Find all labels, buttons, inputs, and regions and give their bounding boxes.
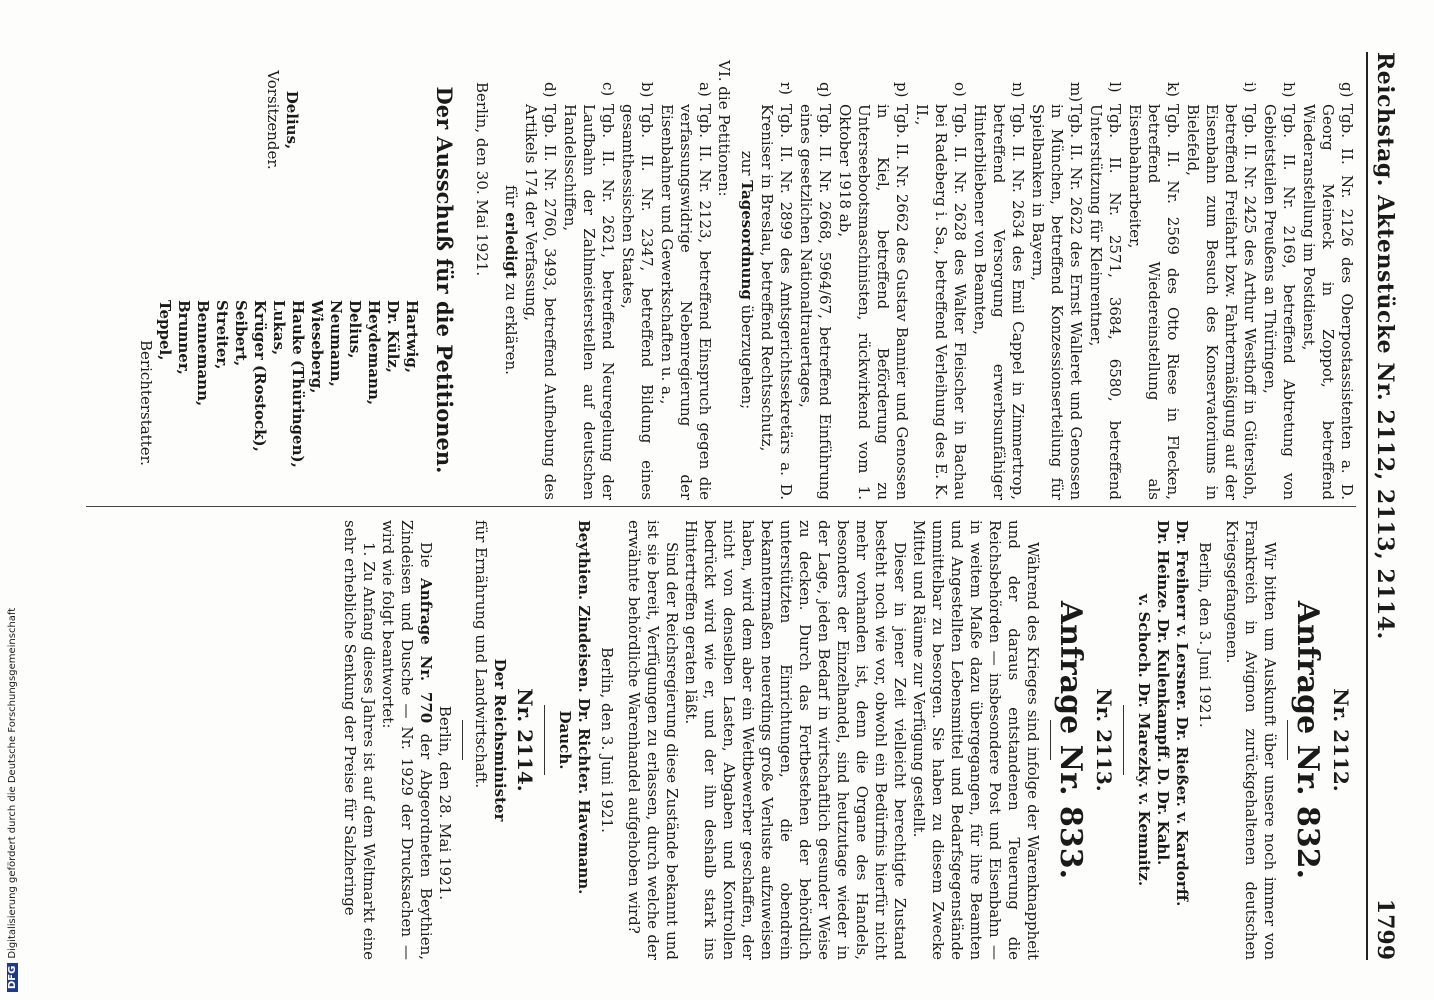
dfg-logo: DFG [7, 963, 18, 992]
list-item: l) Tgb. II. Nr. 2571, 3684, 6580, betreffend Unterstützung für Kleinrentner, [1087, 82, 1124, 500]
list-item: n) Tgb. II. Nr. 2634 des Emil Cappel in Zimmertrop, betreffend Versorgung erwerbsunfähiger Hinterbliebener von Beamten, [971, 82, 1027, 500]
date-line: Berlin, den 3. Juni 1921. [598, 647, 616, 833]
member-name: Bennemann, [194, 300, 212, 407]
list-item: d) Tgb. II. Nr. 2760, 3493, betreffend Aufhebung des Artikels 174 der Verfassung, [522, 82, 559, 500]
answer-intro: Die Anfrage Nr. 770 der Abgeordneten Beythien, Zindeisen und Dusche — Nr. 1929 der Drucksachen — wird wie folgt beantwortet: [379, 520, 435, 960]
list-item: p) Tgb. II. Nr. 2662 des Gustav Bannier und Genossen in Kiel, betreffend Beförderung zu Unterseebootsmaschinisten, rückwirkend vom 1. Oktober 1918 ab, [836, 82, 911, 500]
doc-number: Nr. 2113. [1092, 688, 1116, 792]
member-name: Teppel, [156, 300, 174, 361]
divider-rule [462, 720, 463, 760]
paragraph: Während des Krieges sind infolge der Warenknappheit und der daraus entstandenen Teuerung die Reichsbehörden — insbesondere Post und Eisenbahn — in weitem Maße dazu übergegangen, für ihre Beamten und Angestellten Lebensmittel und Bedarfsgegenstände unmittelbar zu besorgen. Sie haben zu diesem Zwecke Mittel und Räume zur Verfügung gestellt. [910, 520, 1042, 960]
divider-rule [544, 705, 545, 775]
list-item: c) Tgb. II. Nr. 2621, betreffend Neuregelung der Laufbahn der Zahlmeisterstellen auf deutschen Handelsschiffen, [561, 82, 617, 500]
inquiry-text: Wir bitten um Auskunft über unsere noch immer von Frankreich in Avignon zurückgehaltenen deutschen Kriegsgefangenen. [1223, 520, 1279, 960]
divider-rule [1050, 720, 1051, 760]
doc-number: Nr. 2114. [513, 688, 537, 792]
signature-line: Beythien. Zindeisen. Dr. Richter. Havemann. [575, 520, 593, 895]
signature-line: Dr. Heinze. Dr. Kulenkampff. D. Dr. Kahl. [1154, 520, 1172, 866]
list-item: m) Tgb. II. Nr. 2622 des Ernst Walleret und Genossen in München, betreffend Konzessionserteilung für Spielbanken in Bayern, [1029, 82, 1085, 500]
list-item: b) Tgb. II. Nr. 2347, betreffend Bildung eines gesamthessischen Staates, [619, 82, 656, 500]
date-line: Berlin, den 28. Mai 1921. [436, 705, 454, 900]
committee-title: Der Ausschuß für die Petitionen. [432, 86, 457, 474]
member-name: Wieseberg, [308, 300, 326, 394]
list-item: g) Tgb. II. Nr. 2126 des Oberpostassistenten a. D. Georg Meineck in Zoppot, betreffend Wiederanstellung im Postdienst, [1300, 82, 1356, 500]
chair-role: Vorsitzender. [264, 70, 282, 170]
member-name: Hauke (Thüringen), [289, 300, 307, 468]
member-name: Streiter, [213, 300, 231, 370]
paragraph: Dieser in jener Zeit vielleicht berechtigte Zustand besteht noch wie vor, obwohl ein Bedürfnis hierfür nicht mehr vorhanden ist, denn die Organe des Handels, besonders der Einzelhandel, sind heutzutage wieder in der Lage, jeden Bedarf in wirtschaftlich gesunder Weise zu decken. Durch das Fortbestehen der behördlich unterstützten Einrichtungen, die obendrein bekanntermaßen neuerdings große Verluste aufzuweisen haben, wird dem aber ein Wettbewerber geschaffen, der nicht von denselben Lasten, Abgaben und Kontrollen bedrückt wird wie er, und der ihn deshalb stark ins Hintertreffen geraten läßt. [682, 520, 909, 960]
member-name: Heydemann, [365, 300, 383, 406]
page-header [1366, 52, 1412, 960]
date-line: Berlin, den 30. Mai 1921. [473, 82, 491, 277]
list-item: i) Tgb. II. Nr. 2425 des Arthur Westhoff in Gütersloh, betreffend Freifahrt bzw. Fahrtermäßigung auf der Eisenbahn zum Besuch des Konservatoriums in Bielefeld, [1184, 82, 1259, 500]
section-vi: VI. die Petitionen: [715, 60, 733, 197]
divider-rule [1287, 720, 1288, 760]
minister-title: Der Reichsminister [491, 658, 509, 822]
signature-line: Dauch. [556, 710, 574, 770]
page-number: 1799 [1372, 898, 1398, 960]
list-item: k) Tgb. II. Nr. 2569 des Otto Riese in Flecken, betreffend Wiedereinstellung als Eisenbahnarbeiter, [1126, 82, 1182, 500]
footer-credit [7, 608, 18, 992]
column-divider [86, 506, 1356, 507]
left-column [136, 60, 1356, 500]
member-name: Brunner, [175, 300, 193, 375]
header-title: Reichstag. Aktenstücke Nr. 2112, 2113, 2114. [1372, 52, 1398, 640]
list-item: q) Tgb. II. Nr. 2668, 5964/67, betreffend Einführung eines gesetzlichen Nationaltrauertages, [797, 82, 834, 500]
inquiry-title: Anfrage Nr. 832. [1290, 600, 1325, 880]
member-name: Lukas, [270, 300, 288, 356]
chair-signature [136, 60, 421, 180]
signature-line: Dr. Freiherr v. Lersner. Dr. Rießer. v. Kardorff. [1173, 520, 1191, 907]
member-list [136, 300, 421, 500]
date-line: Berlin, den 3. Juni 1921. [1196, 542, 1214, 728]
signatures [136, 60, 421, 500]
footer-text: Digitalisierung gefördert durch die Deutsche Forschungsgemeinschaft [7, 607, 18, 959]
inquiry-title: Anfrage Nr. 833. [1053, 600, 1088, 880]
member-name: Krüger (Rostock), [251, 300, 269, 452]
doc-number: Nr. 2112. [1329, 688, 1353, 792]
member-name: Seibert, [232, 300, 250, 367]
member-name: Dr. Külz, [384, 300, 402, 374]
tagesordnung-line: zur Tagesordnung überzugehen; [738, 150, 756, 410]
list-item: h) Tgb. II. Nr. 2169, betreffend Abtretung von Gebietsteilen Preußens an Thüringen, [1261, 82, 1298, 500]
erledigt-line: für erledigt zu erklären. [502, 185, 520, 375]
reporter-role: Berichterstatter. [137, 340, 155, 466]
chair-name: Delius, [283, 90, 301, 150]
paragraph: 1. Zu Anfang dieses Jahres ist auf dem Weltmarkt eine sehr erhebliche Senkung der Preise für Salzheringe [341, 520, 378, 960]
member-name: Neumann, [327, 300, 345, 387]
minister-dept: für Ernährung und Landwirtschaft. [472, 520, 490, 789]
divider-rule [1123, 705, 1124, 775]
member-name: Hartwig, [403, 300, 421, 374]
signature-line: v. Schoch. Dr. Marezky. v. Kemnitz. [1135, 593, 1153, 887]
paragraph: Sind der Reichsregierung diese Zustände bekannt und ist sie bereit, Verfügungen zu erlassen, durch welche der erwähnte behördliche Warenhandel aufgehoben wird? [625, 520, 681, 960]
list-item: a) Tgb. II. Nr. 2123, betreffend Einspruch gegen die verfassungswidrige Nebenregierung der Eisenbahner und Gewerkschaften u. a., [658, 82, 714, 500]
list-item: o) Tgb. II. Nr. 2628 des Walter Fleischer in Bachau bei Radeberg i. Sa., betreffend Verleihung des E. K. II., [913, 82, 969, 500]
right-column [340, 520, 1356, 960]
member-name: Delius, [346, 300, 364, 359]
list-item: r) Tgb. II. Nr. 2899 des Amtsgerichtssekretärs a. D. Kreniser in Breslau, betreffend Rechtsschutz, [758, 82, 795, 500]
